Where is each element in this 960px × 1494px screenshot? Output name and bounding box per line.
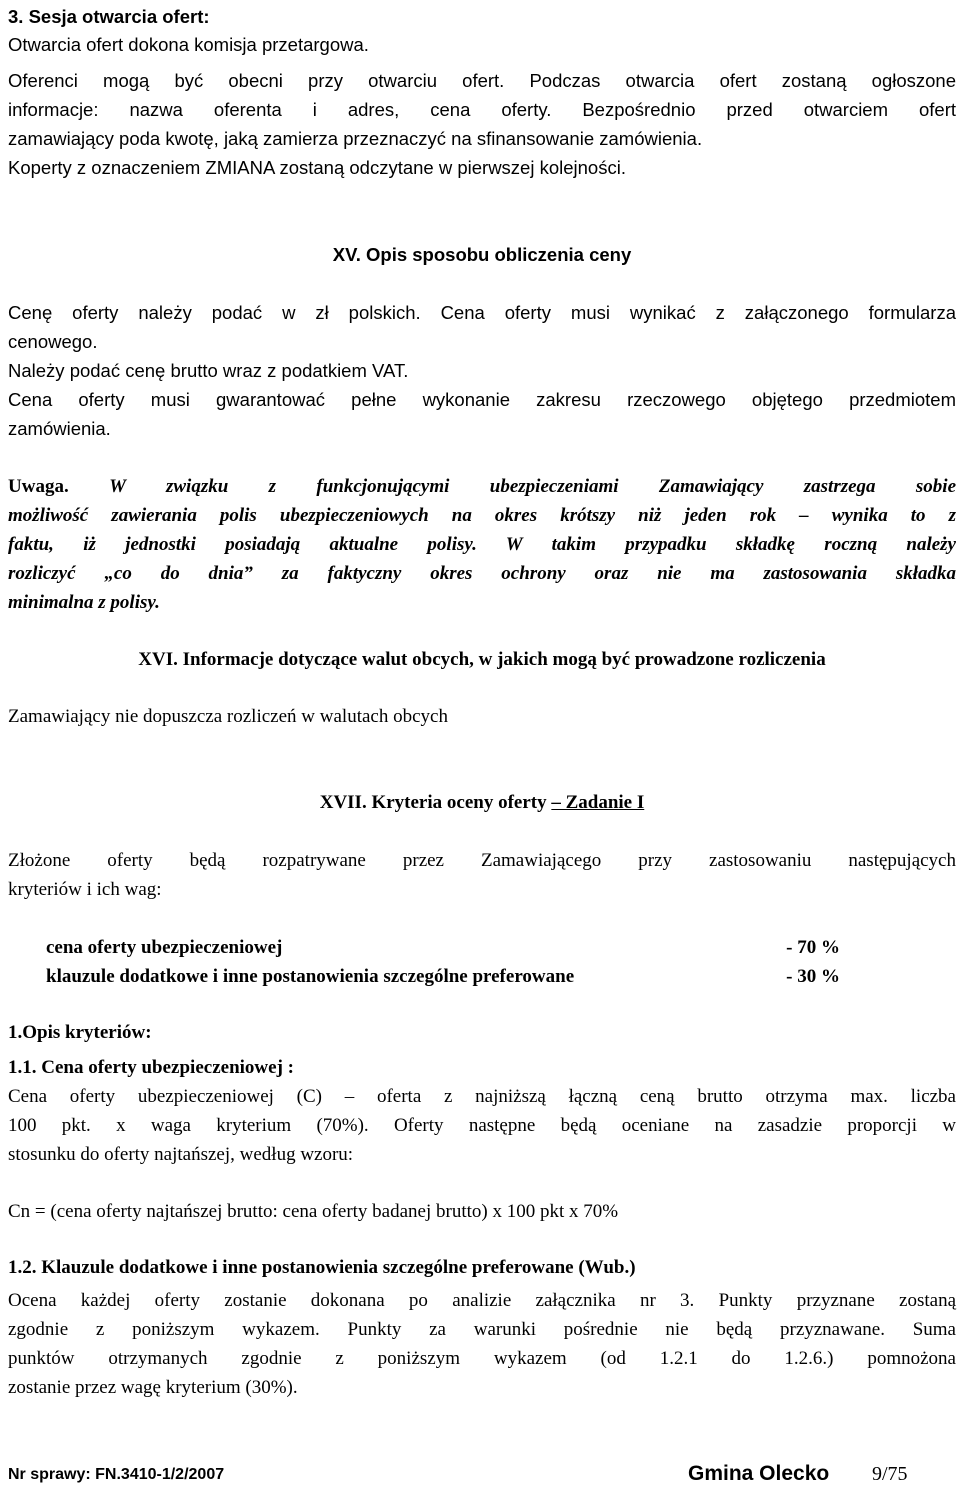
section-16-text: Zamawiający nie dopuszcza rozliczeń w walutach obcych bbox=[8, 706, 448, 727]
formula: Cn = (cena oferty najtańszej brutto: cena oferty badanej brutto) x 100 pkt x 70% bbox=[8, 1201, 619, 1222]
criteria-description-heading: 1.Opis kryteriów: bbox=[8, 1022, 152, 1043]
section-15-line: Cena oferty musi gwarantować pełne wykonanie zakresu rzeczowego objętego przedmiotem bbox=[8, 389, 956, 410]
note-line: faktu, iż jednostki posiadają aktualne polisy. W takim przypadku składkę roczną należy bbox=[8, 534, 956, 555]
criterion-weight: - 30 % bbox=[786, 966, 840, 987]
section-15-line: Cenę oferty należy podać w zł polskich. Cena oferty musi wynikać z załączonego formularza bbox=[8, 302, 956, 323]
section-3-line: informacje: nazwa oferenta i adres, cena oferty. Bezpośrednio przed otwarciem ofert bbox=[8, 99, 956, 120]
section-17-intro: Złożone oferty będą rozpatrywane przez Zamawiającego przy zastosowaniu następujących bbox=[8, 850, 956, 871]
subsection-1-1-line: Cena oferty ubezpieczeniowej (C) – oferta z najniższą łączną ceną brutto otrzyma max. liczba bbox=[8, 1086, 956, 1107]
section-3-line: zamawiający poda kwotę, jaką zamierza przeznaczyć na sfinansowanie zamówienia. bbox=[8, 128, 703, 149]
section-17-title bbox=[320, 792, 645, 813]
subsection-1-2-line: Ocena każdej oferty zostanie dokonana po analizie załącznika nr 3. Punkty przyznane zostaną bbox=[8, 1290, 956, 1311]
criterion-name: cena oferty ubezpieczeniowej bbox=[46, 937, 283, 958]
subsection-1-2-heading: 1.2. Klauzule dodatkowe i inne postanowienia szczególne preferowane (Wub.) bbox=[8, 1257, 636, 1278]
section-3-heading: 3. Sesja otwarcia ofert: bbox=[8, 6, 210, 27]
section-3-line: Oferenci mogą być obecni przy otwarciu ofert. Podczas otwarcia ofert zostaną ogłoszone bbox=[8, 70, 956, 91]
subsection-1-2-line: zostanie przez wagę kryterium (30%). bbox=[8, 1377, 298, 1398]
section-3-line: Koperty z oznaczeniem ZMIANA zostaną odczytane w pierwszej kolejności. bbox=[8, 157, 626, 178]
subsection-1-2-line: punktów otrzymanych zgodnie z poniższym wykazem (od 1.2.1 do 1.2.6.) pomnożona bbox=[8, 1348, 956, 1369]
municipality-name: Gmina Olecko bbox=[688, 1462, 830, 1485]
subsection-1-1-line: 100 pkt. x waga kryterium (70%). Oferty następne będą oceniane na zasadzie proporcji w bbox=[8, 1115, 956, 1136]
section-17-intro: kryteriów i ich wag: bbox=[8, 879, 162, 900]
subsection-1-1-heading: 1.1. Cena oferty ubezpieczeniowej : bbox=[8, 1057, 294, 1078]
criterion-weight: - 70 % bbox=[786, 937, 840, 958]
note-text: W związku z funkcjonującymi ubezpieczeniami Zamawiający zastrzega sobie bbox=[109, 476, 957, 497]
criterion-row bbox=[46, 933, 840, 962]
section-15-line: cenowego. bbox=[8, 331, 98, 352]
section-3-line: Otwarcia ofert dokona komisja przetargowa. bbox=[8, 34, 369, 55]
note-label: Uwaga. bbox=[8, 476, 69, 497]
section-17-title-main: XVII. Kryteria oceny oferty bbox=[319, 792, 552, 813]
case-number: Nr sprawy: FN.3410-1/2/2007 bbox=[8, 1466, 225, 1483]
criterion-row bbox=[46, 962, 840, 991]
section-15-line: zamówienia. bbox=[8, 418, 111, 439]
note-line: minimalna z polisy. bbox=[8, 592, 160, 613]
page-number: 9/75 bbox=[872, 1463, 908, 1485]
section-16-heading: XVI. Informacje dotyczące walut obcych, w jakich mogą być prowadzone rozliczenia bbox=[138, 649, 826, 670]
section-17-heading bbox=[8, 788, 956, 817]
section-15-heading: XV. Opis sposobu obliczenia ceny bbox=[332, 244, 632, 265]
note-line: rozliczyć „co do dnia” za faktyczny okres ochrony oraz nie ma zastosowania składka bbox=[8, 563, 956, 584]
section-15-line: Należy podać cenę brutto wraz z podatkiem VAT. bbox=[8, 360, 409, 381]
section-17-title-task: – Zadanie I bbox=[551, 792, 645, 813]
note-line: możliwość zawierania polis ubezpieczeniowych na okres krótszy niż jeden rok – wynika to z bbox=[8, 505, 956, 526]
note-line bbox=[8, 472, 956, 501]
criterion-name: klauzule dodatkowe i inne postanowienia szczególne preferowane bbox=[46, 966, 575, 987]
subsection-1-2-line: zgodnie z poniższym wykazem. Punkty za warunki pośrednie nie będą przyznawane. Suma bbox=[8, 1319, 956, 1340]
subsection-1-1-line: stosunku do oferty najtańszej, według wzoru: bbox=[8, 1144, 354, 1165]
